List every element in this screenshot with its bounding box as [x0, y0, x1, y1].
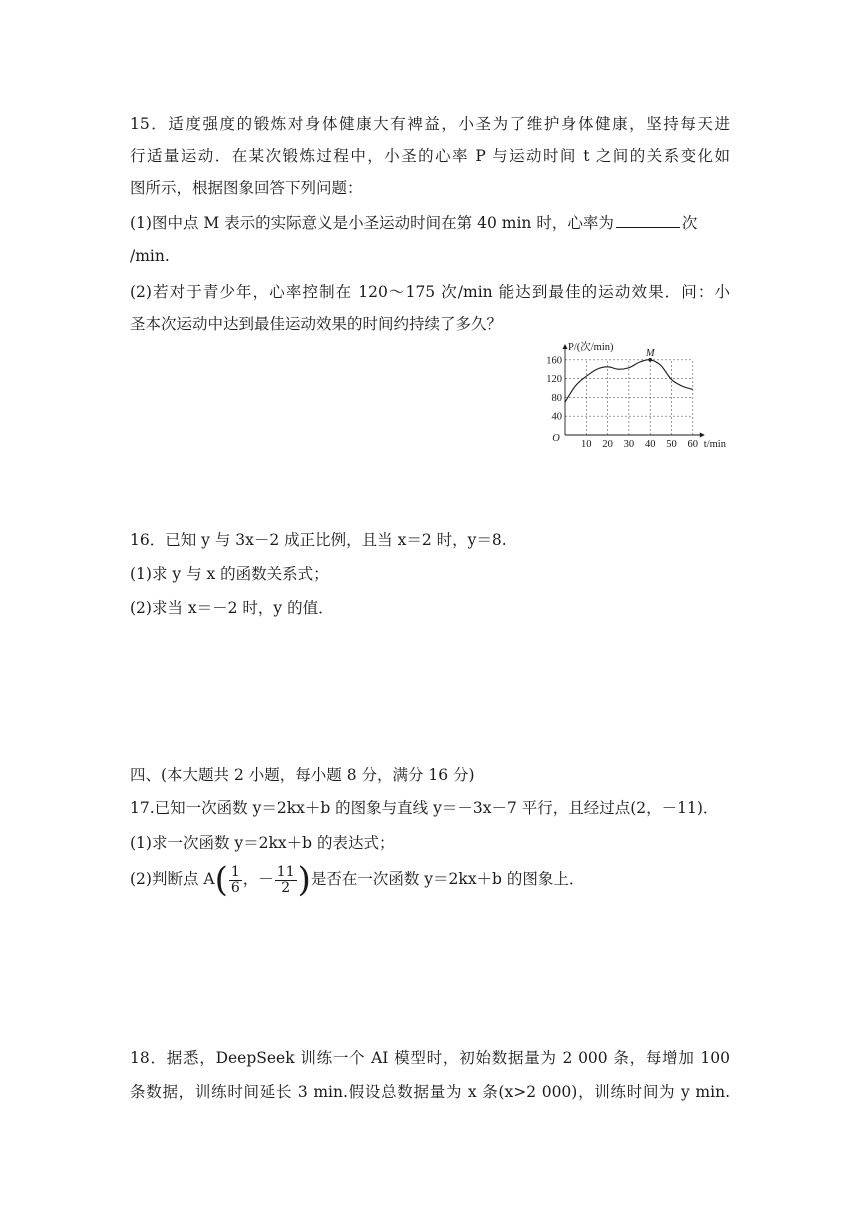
- fraction-2-numerator: 11: [276, 863, 295, 880]
- q15-part-1-unit-cont: /min.: [130, 247, 170, 265]
- q16-line-1: 16．已知 y 与 3x－2 成正比例，且当 x＝2 时，y＝8.: [130, 531, 507, 549]
- left-paren: (: [214, 860, 228, 900]
- x-tick-label: 20: [602, 439, 613, 450]
- heart-rate-chart: [548, 340, 738, 452]
- fraction-2-denominator: 2: [281, 879, 291, 896]
- q15-part-1-text: (1)图中点 M 表示的实际意义是小圣运动时间在第 40 min 时，心率为: [130, 214, 614, 232]
- q17-line-3-post: 是否在一次函数 y＝2kx＋b 的图象上．: [310, 870, 585, 888]
- q17-line-3: [130, 860, 585, 900]
- q15-line-1: 15．适度强度的锻炼对身体健康大有裨益，小圣为了维护身体健康，坚持每天进: [130, 115, 730, 133]
- y-axis-arrow: [563, 344, 568, 349]
- fraction-1-denominator: 6: [230, 879, 240, 896]
- x-tick-label: 40: [644, 439, 656, 450]
- q15-part-2-line-1: (2)若对于青少年，心率控制在 120～175 次/min 能达到最佳的运动效果．问：小: [130, 283, 730, 301]
- q16-line-3: (2)求当 x＝－2 时，y 的值．: [130, 599, 334, 617]
- answer-blank: [616, 212, 680, 228]
- q17-line-3-pre: (2)判断点 A: [130, 870, 215, 888]
- section-4-heading: 四、(本大题共 2 小题，每小题 8 分，满分 16 分): [130, 766, 475, 784]
- y-axis-label: P/(次/min): [568, 342, 614, 353]
- right-paren: ): [297, 860, 311, 900]
- y-tick-label: 80: [551, 392, 562, 404]
- q16-line-2: (1)求 y 与 x 的函数关系式；: [130, 565, 329, 583]
- q15-part-1: [130, 212, 697, 234]
- q15-part-2-line-2: 圣本次运动中达到最佳运动效果的时间约持续了多久？: [130, 315, 503, 333]
- point-m-label: M: [645, 347, 655, 359]
- q15-line-2: 行适量运动．在某次锻炼过程中，小圣的心率 P 与运动时间 t 之间的关系变化如: [130, 147, 730, 165]
- x-tick-label: 30: [623, 439, 635, 450]
- x-tick-label: 60: [687, 439, 699, 450]
- q15-part-1-unit: 次: [681, 214, 698, 232]
- fraction-eleven-halves: [275, 865, 297, 896]
- q17-line-2: (1)求一次函数 y＝2kx＋b 的表达式；: [130, 834, 395, 852]
- fraction-one-sixth: [229, 865, 242, 896]
- heart-rate-chart-svg: [548, 340, 738, 452]
- x-tick-label: 10: [581, 439, 592, 450]
- x-tick-label: 50: [666, 439, 677, 450]
- x-axis-arrow: [700, 433, 705, 438]
- y-tick-label: 120: [546, 374, 562, 386]
- q17-comma: ，－: [242, 870, 274, 888]
- y-tick-label: 160: [546, 355, 562, 367]
- y-tick-label: 40: [551, 411, 562, 423]
- q17-line-1: 17.已知一次函数 y＝2kx＋b 的图象与直线 y＝－3x－7 平行，且经过点(2，－11)．: [130, 799, 719, 817]
- q15-line-3: 图所示，根据图象回答下列问题：: [130, 179, 363, 197]
- origin-label: O: [552, 433, 560, 444]
- q18-line-1: 18．据悉，DeepSeek 训练一个 AI 模型时，初始数据量为 2 000 条，每增加 100: [130, 1049, 730, 1067]
- fraction-1-numerator: 1: [230, 863, 240, 880]
- q18-line-2: 条数据，训练时间延长 3 min.假设总数据量为 x 条(x>2 000)，训练时间为 y min.: [130, 1083, 730, 1101]
- x-axis-label: t/min: [703, 439, 726, 450]
